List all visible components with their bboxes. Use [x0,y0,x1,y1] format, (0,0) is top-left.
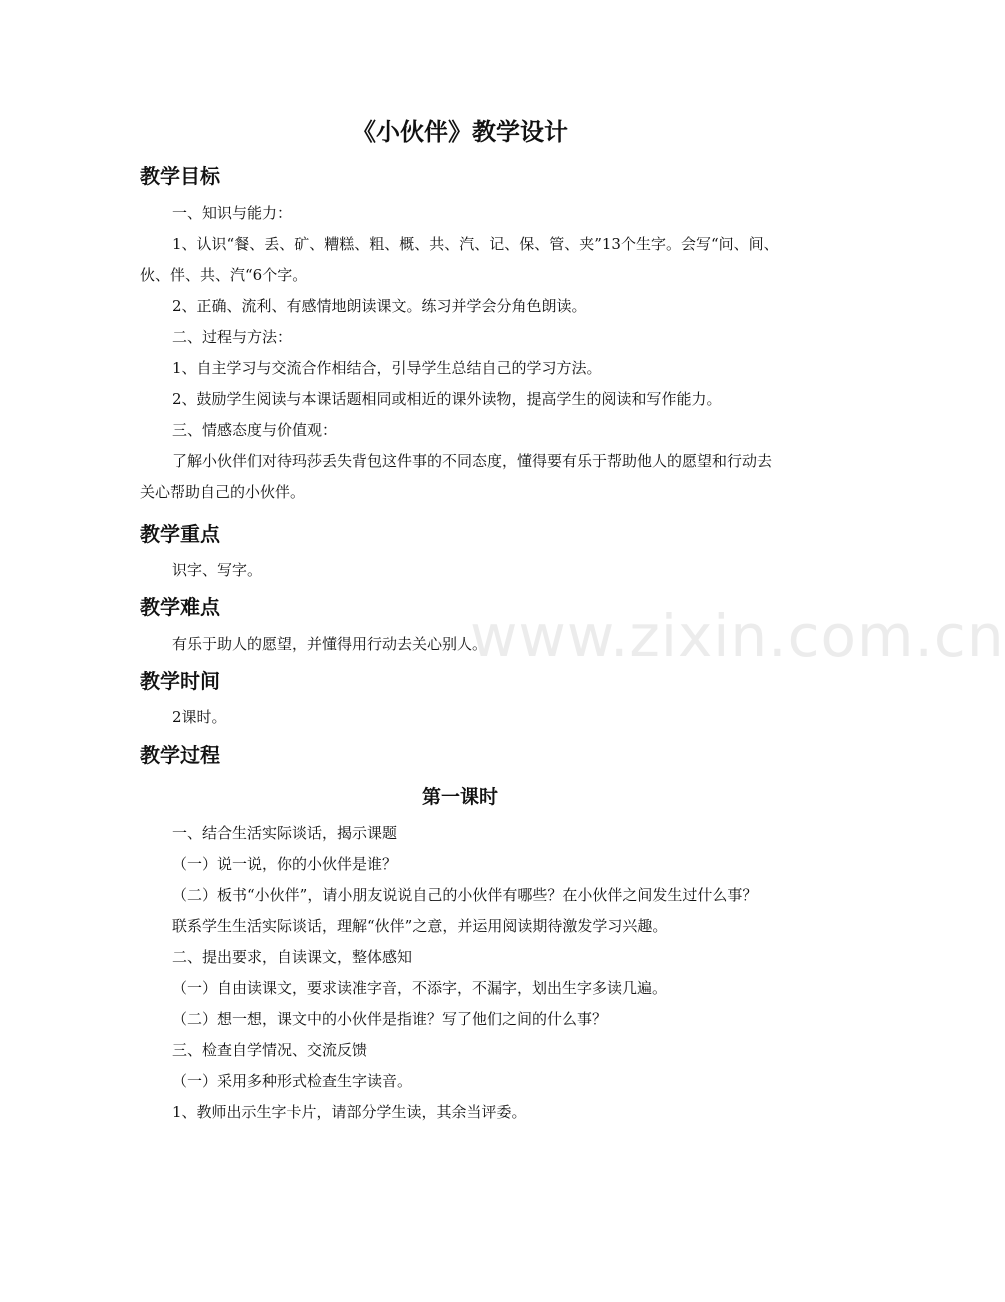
paragraph: 三、检查自学情况、交流反馈 [172,1041,368,1059]
paragraph: （二）板书“小伙伴”，请小朋友说说自己的小伙伴有哪些？在小伙伴之间发生过什么事？ [172,886,758,904]
paragraph: 识字、写字。 [172,561,263,579]
paragraph: 三、情感态度与价值观： [172,421,338,439]
paragraph: 1、认识“餐、丢、矿、糟糕、粗、概、共、汽、记、保、管、夹”13个生字。会写“问、间、伙、伴、共、汽“6个字。 [140,235,779,284]
paragraph: （一）采用多种形式检查生字读音。 [172,1072,413,1090]
paragraph: 1、教师出示生字卡片，请部分学生读，其余当评委。 [172,1103,527,1121]
paragraph: （一）自由读课文，要求读准字音，不添字，不漏字，划出生字多读几遍。 [172,979,668,997]
paragraph: 一、结合生活实际谈话，揭示课题 [172,824,398,842]
document-title: 《小伙伴》教学设计 [352,117,568,146]
paragraph: 一、知识与能力： [172,204,293,222]
paragraph: 2、鼓励学生阅读与本课话题相同或相近的课外读物，提高学生的阅读和写作能力。 [172,390,722,408]
heading-difficulties: 教学难点 [140,595,220,619]
heading-process: 教学过程 [140,743,220,767]
heading-goals: 教学目标 [140,164,220,188]
paragraph: 有乐于助人的愿望，并懂得用行动去关心别人。 [172,635,488,653]
goals-body [140,198,780,508]
paragraph: 二、提出要求，自读课文，整体感知 [172,948,413,966]
heading-key-points: 教学重点 [140,522,220,546]
paragraph: 二、过程与方法： [172,328,293,346]
paragraph: （一）说一说，你的小伙伴是谁？ [172,855,398,873]
lesson-title: 第一课时 [421,786,498,808]
paragraph: 2、正确、流利、有感情地朗读课文。练习并学会分角色朗读。 [172,297,587,315]
paragraph: （二）想一想，课文中的小伙伴是指谁？写了他们之间的什么事？ [172,1010,608,1028]
heading-time: 教学时间 [140,669,220,693]
paragraph: 联系学生生活实际谈话，理解“伙伴”之意，并运用阅读期待激发学习兴趣。 [172,917,668,935]
difficulties-body [140,629,780,660]
time-body [140,702,780,733]
process-body [140,818,780,1128]
paragraph: 了解小伙伴们对待玛莎丢失背包这件事的不同态度，懂得要有乐于帮助他人的愿望和行动去关心帮助自己的小伙伴。 [140,452,773,501]
key-points-body [140,555,780,586]
paragraph: 1、自主学习与交流合作相结合，引导学生总结自己的学习方法。 [172,359,602,377]
paragraph: 2课时。 [172,708,227,726]
watermark: www.zixin.com.cn [470,602,1005,670]
